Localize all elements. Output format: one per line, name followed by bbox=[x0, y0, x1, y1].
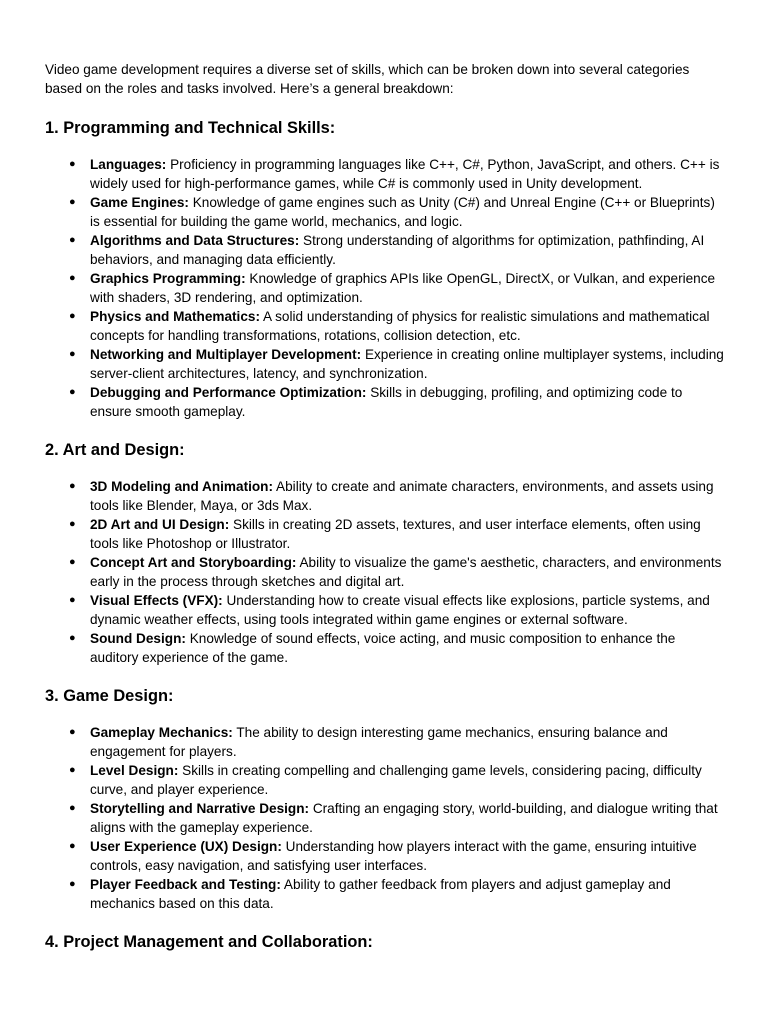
item-text: Ability to visualize the game's aesthetic, characters, and environments early in the process through sketches and digital art. bbox=[90, 555, 722, 589]
bullet-icon: ● bbox=[69, 310, 76, 322]
item-text: Ability to create and animate characters, environments, and assets using tools like Blender, Maya, or 3ds Max. bbox=[90, 479, 714, 513]
item-text: Ability to gather feedback from players and adjust gameplay and mechanics based on this data. bbox=[90, 877, 671, 911]
list-item bbox=[45, 515, 725, 553]
section-heading-art-design: 2. Art and Design: bbox=[45, 441, 185, 459]
list-item bbox=[45, 591, 725, 629]
item-term: 3D Modeling and Animation: bbox=[90, 479, 274, 494]
item-term: Graphics Programming: bbox=[90, 271, 246, 286]
list-item bbox=[45, 553, 725, 591]
list-item bbox=[45, 799, 725, 837]
item-term: Concept Art and Storyboarding: bbox=[90, 555, 297, 570]
bullet-icon: ● bbox=[69, 348, 76, 360]
section-heading-game-design: 3. Game Design: bbox=[45, 687, 174, 705]
list-item bbox=[45, 345, 725, 383]
item-term: Physics and Mathematics: bbox=[90, 309, 260, 324]
item-term: Networking and Multiplayer Development: bbox=[90, 347, 362, 362]
item-text: Skills in creating compelling and challenging game levels, considering pacing, difficulty curve, and player experience. bbox=[90, 763, 702, 797]
item-term: Game Engines: bbox=[90, 195, 189, 210]
list-item bbox=[45, 155, 725, 193]
item-term: Sound Design: bbox=[90, 631, 186, 646]
item-text: Proficiency in programming languages like C++, C#, Python, JavaScript, and others. C++ is widely used for high-performance games, while C# is commonly used in Unity development. bbox=[90, 157, 720, 191]
list-item bbox=[45, 307, 725, 345]
intro-paragraph: Video game development requires a diverse set of skills, which can be broken down into several categories based on the roles and tasks involved. Here’s a general breakdown: bbox=[45, 62, 690, 96]
item-term: Languages: bbox=[90, 157, 167, 172]
item-text: Strong understanding of algorithms for optimization, pathfinding, AI behaviors, and managing data efficiently. bbox=[90, 233, 705, 267]
item-term: User Experience (UX) Design: bbox=[90, 839, 282, 854]
item-term: Algorithms and Data Structures: bbox=[90, 233, 300, 248]
bullet-icon: ● bbox=[69, 632, 76, 644]
bullet-icon: ● bbox=[69, 480, 76, 492]
bullet-icon: ● bbox=[69, 802, 76, 814]
bullet-icon: ● bbox=[69, 518, 76, 530]
item-text: Understanding how to create visual effects like explosions, particle systems, and dynamic weather effects, using tools integrated within game engines or external software. bbox=[90, 593, 710, 627]
list-item bbox=[45, 723, 725, 761]
list-item bbox=[45, 193, 725, 231]
item-term: Gameplay Mechanics: bbox=[90, 725, 233, 740]
item-text: Experience in creating online multiplayer systems, including server-client architectures, latency, and synchronization. bbox=[90, 347, 724, 381]
item-text: Knowledge of game engines such as Unity (C#) and Unreal Engine (C++ or Blueprints) is essential for building the game world, mechanics, and logic. bbox=[90, 195, 715, 229]
bullet-icon: ● bbox=[69, 196, 76, 208]
bullet-icon: ● bbox=[69, 594, 76, 606]
bullet-icon: ● bbox=[69, 386, 76, 398]
bullet-icon: ● bbox=[69, 234, 76, 246]
list-item bbox=[45, 875, 725, 913]
bullet-icon: ● bbox=[69, 158, 76, 170]
list-item bbox=[45, 477, 725, 515]
item-text: Skills in creating 2D assets, textures, and user interface elements, often using tools like Photoshop or Illustrator. bbox=[90, 517, 701, 551]
item-text: The ability to design interesting game mechanics, ensuring balance and engagement for players. bbox=[90, 725, 668, 759]
bullet-icon: ● bbox=[69, 878, 76, 890]
list-item bbox=[45, 629, 725, 667]
list-item bbox=[45, 837, 725, 875]
item-term: Level Design: bbox=[90, 763, 179, 778]
list-item bbox=[45, 761, 725, 799]
bullet-icon: ● bbox=[69, 764, 76, 776]
list-item bbox=[45, 383, 725, 421]
bullet-icon: ● bbox=[69, 726, 76, 738]
list-item bbox=[45, 231, 725, 269]
item-term: Visual Effects (VFX): bbox=[90, 593, 223, 608]
bullet-list-game-design bbox=[45, 723, 725, 913]
section-heading-project-management: 4. Project Management and Collaboration: bbox=[45, 933, 373, 951]
item-term: 2D Art and UI Design: bbox=[90, 517, 230, 532]
bullet-icon: ● bbox=[69, 840, 76, 852]
item-text: Understanding how players interact with the game, ensuring intuitive controls, easy navigation, and satisfying user interfaces. bbox=[90, 839, 697, 873]
item-term: Player Feedback and Testing: bbox=[90, 877, 281, 892]
bullet-icon: ● bbox=[69, 556, 76, 568]
item-term: Storytelling and Narrative Design: bbox=[90, 801, 310, 816]
item-text: Crafting an engaging story, world-building, and dialogue writing that aligns with the gameplay experience. bbox=[90, 801, 718, 835]
item-text: Knowledge of graphics APIs like OpenGL, DirectX, or Vulkan, and experience with shaders, 3D rendering, and optimization. bbox=[90, 271, 716, 305]
bullet-list-art-design bbox=[45, 477, 725, 667]
item-text: Knowledge of sound effects, voice acting, and music composition to enhance the auditory experience of the game. bbox=[90, 631, 676, 665]
list-item bbox=[45, 269, 725, 307]
item-text: A solid understanding of physics for realistic simulations and mathematical concepts for handling transformations, rotations, collision detection, etc. bbox=[90, 309, 710, 343]
item-term: Debugging and Performance Optimization: bbox=[90, 385, 367, 400]
bullet-list-programming bbox=[45, 155, 725, 421]
bullet-icon: ● bbox=[69, 272, 76, 284]
item-text: Skills in debugging, profiling, and optimizing code to ensure smooth gameplay. bbox=[90, 385, 683, 419]
section-heading-programming: 1. Programming and Technical Skills: bbox=[45, 119, 336, 137]
document-page bbox=[45, 60, 725, 952]
